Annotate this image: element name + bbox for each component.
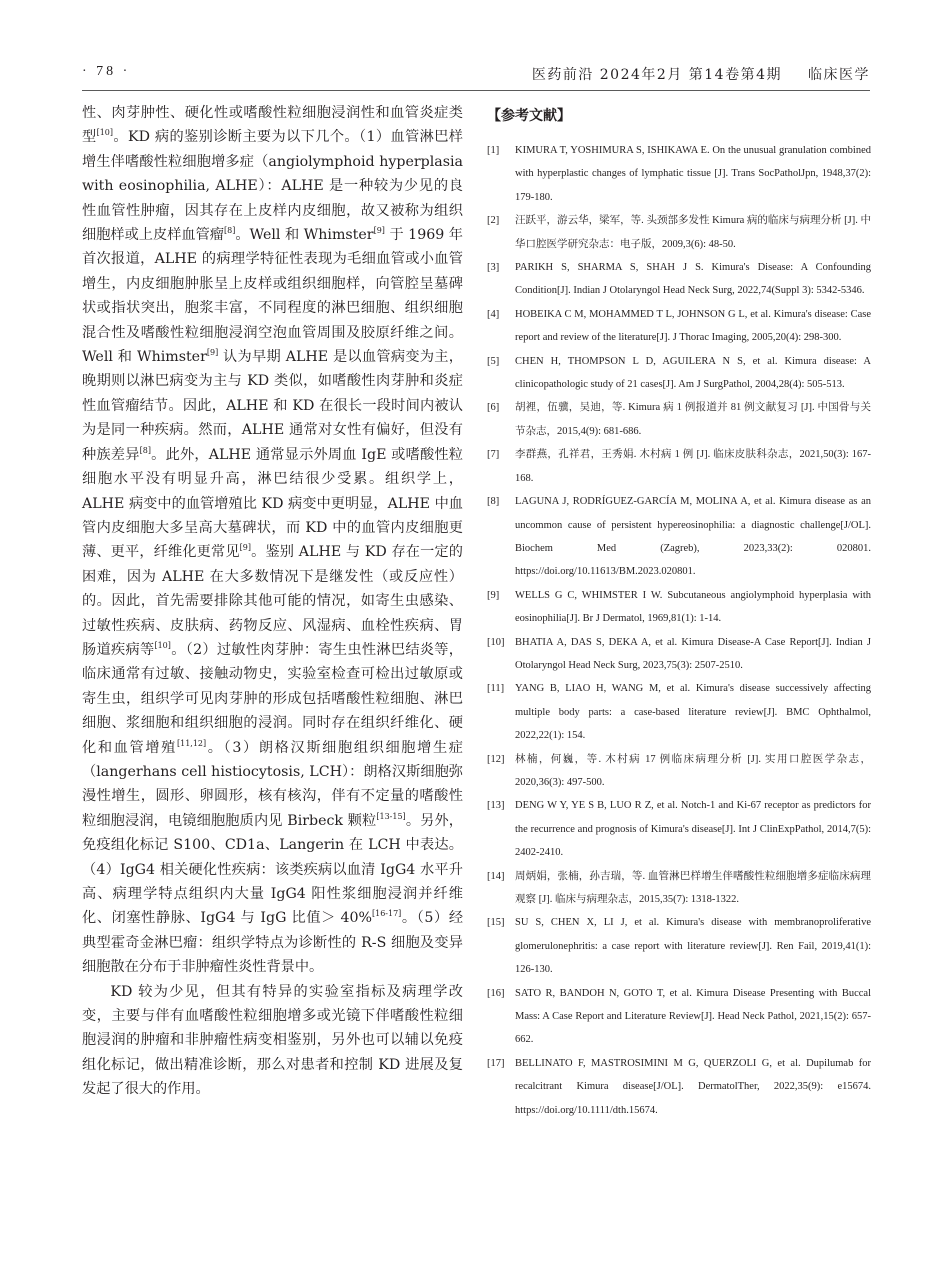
reference-item <box>487 1052 871 1122</box>
references-column <box>487 105 871 1122</box>
reference-text: PARIKH S, SHARMA S, SHAH J S. Kimura's Disease: A Confounding Condition[J]. Indian J Otolaryngol Head Neck Surg, 2022,74(Suppl 3): 5342-5346. <box>515 262 871 297</box>
references-heading: 【参考文献】 <box>487 108 571 124</box>
reference-item <box>487 443 871 490</box>
reference-item <box>487 982 871 1052</box>
reference-item <box>487 584 871 631</box>
reference-item <box>487 748 871 795</box>
text-run: 性、肉芽肿性、硬化性或嗜酸性粒细胞浸润性和血管炎症类型 <box>82 105 463 146</box>
reference-item <box>487 865 871 912</box>
reference-text: YANG B, LIAO H, WANG M, et al. Kimura's disease successively affecting multiple body parts: a case-based literature review[J]. BMC Ophthalmol, 2022,22(1): 154. <box>515 683 871 742</box>
reference-number: [16] <box>487 987 505 999</box>
reference-text: DENG W Y, YE S B, LUO R Z, et al. Notch-1 and Ki-67 receptor as predictors for the recurrence and prognosis of Kimura's disease[J]. Int J ClinExpPathol, 2014,7(5): 2402-2410. <box>515 800 871 859</box>
reference-text: 周炳娟，张楠，孙吉瑞，等. 血管淋巴样增生伴嗜酸性粒细胞增多症临床病理观察 [J]. 临床与病理杂志，2015,35(7): 1318-1322. <box>515 870 871 905</box>
reference-text: LAGUNA J, RODRÍGUEZ-GARCÍA M, MOLINA A, et al. Kimura disease as an uncommon cause of persistent hypereosinophilia: a diagnostic challenge[J/OL]. Biochem Med (Zagreb), 2023,33(2): 020801. https://doi.org/10.11613/BM.2023.020801. <box>515 496 871 578</box>
reference-item <box>487 396 871 443</box>
reference-number: [3] <box>487 262 500 274</box>
reference-item <box>487 911 871 981</box>
citation-mark: [9] <box>373 226 385 236</box>
page-number: · 78 · <box>82 64 131 79</box>
reference-number: [6] <box>487 402 500 414</box>
reference-text: SU S, CHEN X, LI J, et al. Kimura's disease with membranoproliferative glomerulonephritis: a case report with literature review[J]. Ren Fail, 2019,41(1): 126-130. <box>515 917 871 976</box>
reference-number: [12] <box>487 753 505 765</box>
reference-text: KIMURA T, YOSHIMURA S, ISHIKAWA E. On the unusual granulation combined with hyperplastic changes of lymphatic tissue [J]. Trans SocPatholJpn, 1948,37(2): 179-180. <box>515 145 871 203</box>
reference-text: 胡裡，伍骥，吴迪，等. Kimura 病 1 例报道并 81 例文献复习 [J]. 中国骨与关节杂志，2015,4(9): 681-686. <box>515 402 871 437</box>
citation-mark: [8] <box>224 226 236 236</box>
citation-mark: [13-15] <box>376 811 406 821</box>
reference-number: [11] <box>487 683 505 695</box>
reference-text: 李群燕，孔祥君，王秀娟. 木村病 1 例 [J]. 临床皮肤科杂志，2021,50(3): 167-168. <box>515 449 871 484</box>
reference-item <box>487 139 871 209</box>
reference-number: [8] <box>487 496 500 508</box>
reference-text: BHATIA A, DAS S, DEKA A, et al. Kimura Disease-A Case Report[J]. Indian J Otolaryngol Head Neck Surg, 2023,75(3): 2507-2510. <box>515 636 871 671</box>
citation-mark: [10] <box>154 640 171 650</box>
citation-mark: [8] <box>139 445 151 455</box>
reference-text: BELLINATO F, MASTROSIMINI M G, QUERZOLI G, et al. Dupilumab for recalcitrant Kimura disease[J/OL]. DermatolTher, 2022,35(9): e15674. https://doi.org/10.1111/dth.15674. <box>515 1057 871 1116</box>
reference-number: [13] <box>487 800 505 812</box>
reference-item <box>487 794 871 864</box>
reference-number: [5] <box>487 355 500 367</box>
reference-number: [2] <box>487 215 500 227</box>
reference-list <box>487 139 871 1122</box>
section-name: 临床医学 <box>808 67 870 83</box>
text-run: 。（5）经典型霍奇金淋巴瘤：组织学特点为诊断性的 R-S 细胞及变异细胞散在分布于非肿瘤性炎性背景中。 <box>82 910 464 976</box>
reference-number: [17] <box>487 1057 505 1069</box>
text-run: 认为早期 ALHE 是以血管病变为主，晚期则以淋巴病变为主与 KD 类似，如嗜酸性肉芽肿和炎症性血管瘤结节。因此，ALHE 和 KD 在很长一段时间内被认为是同一种疾病。然而，ALHE 通常对女性有偏好，但没有种族差异 <box>82 349 463 463</box>
citation-mark: [16-17] <box>371 909 402 919</box>
text-run: 。此外，ALHE 通常显示外周血 IgE 或嗜酸性粒细胞水平没有明显升高，淋巴结很少受累。组织学上，ALHE 病变中的血管增殖比 KD 病变中更明显，ALHE 中血管内皮细胞大多呈高大墓碑状，而 KD 中的血管内皮细胞更薄、更平，纤维化更常见 <box>82 446 463 561</box>
reference-number: [4] <box>487 308 500 320</box>
reference-item <box>487 256 871 303</box>
reference-number: [9] <box>487 589 500 601</box>
header-rule <box>82 90 870 91</box>
reference-text: CHEN H, THOMPSON L D, AGUILERA N S, et al. Kimura disease: A clinicopathologic study of 21 cases[J]. Am J SurgPathol, 2004,28(4): 505-513. <box>515 355 871 391</box>
reference-text: WELLS G C, WHIMSTER I W. Subcutaneous angiolymphoid hyperplasia with eosinophilia[J]. Br J Dermatol, 1969,81(1): 1-14. <box>515 589 871 625</box>
running-head <box>532 64 870 84</box>
body-paragraph-1 <box>82 101 463 980</box>
citation-mark: [9] <box>239 543 251 553</box>
reference-item <box>487 350 871 397</box>
reference-number: [7] <box>487 449 500 461</box>
text-run: 于 1969 年首次报道，ALHE 的病理学特征性表现为毛细血管或小血管增生，内皮细胞肿胀呈上皮样或组织细胞样，向管腔呈墓碑状或指状突出，胞浆丰富，不同程度的淋巴细胞、组织细胞混合性及嗜酸性粒细胞浸润空泡血管周围及胶原纤维之间。Well 和 Whimster <box>82 227 463 366</box>
reference-item <box>487 303 871 350</box>
reference-number: [1] <box>487 145 500 156</box>
reference-number: [15] <box>487 917 505 929</box>
text-run: 。Well 和 Whimster <box>235 227 374 244</box>
reference-item <box>487 631 871 678</box>
text-run: 。（3）朗格汉斯细胞组织细胞增生症（langerhans cell histiocytosis, LCH）：朗格汉斯细胞弥漫性增生，圆形、卵圆形，核有核沟，伴有不定量的嗜酸性粒细胞浸润，电镜细胞胞质内见 Birbeck 颗粒 <box>82 739 463 829</box>
reference-item <box>487 677 871 747</box>
body-paragraph-2: KD 较为少见，但其有特异的实验室指标及病理学改变，主要与伴有血嗜酸性粒细胞增多或光镜下伴嗜酸性粒细胞浸润的肿瘤和非肿瘤性病变相鉴别，另外也可以辅以免疫组化标记，做出精准诊断，那么对患者和控制 KD 进展及复发起了很大的作用。 <box>82 983 463 1098</box>
citation-mark: [9] <box>206 348 219 358</box>
reference-text: SATO R, BANDOH N, GOTO T, et al. Kimura Disease Presenting with Buccal Mass: A Case Report and Literature Review[J]. Head Neck Pathol, 2021,15(2): 657-662. <box>515 987 871 1046</box>
text-run: 。KD 病的鉴别诊断主要为以下几个。（1）血管淋巴样增生伴嗜酸性粒细胞增多症（angiolymphoid hyperplasia with eosinophilia, ALHE）：ALHE 是一种较为少见的良性血管性肿瘤，因其存在上皮样内皮细胞，故又被称为组织细胞样或上皮样血管瘤 <box>82 129 463 244</box>
reference-number: [14] <box>487 870 505 882</box>
text-run: 。鉴别 ALHE 与 KD 存在一定的困难，因为 ALHE 在大多数情况下是继发性（或反应性）的。因此，首先需要排除其他可能的情况，如寄生虫感染、过敏性疾病、皮肤病、药物反应、风湿病、血栓性疾病、胃肠道疾病等 <box>82 544 463 658</box>
left-column <box>82 101 463 1102</box>
text-run: 。（2）过敏性肉芽肿：寄生虫性淋巴结炎等，临床通常有过敏、接触动物史，实验室检查可检出过敏原或寄生虫，组织学可见肉芽肿的形成包括嗜酸性粒细胞、淋巴细胞、浆细胞和组织细胞的浸润。同时存在组织纤维化、硬化和血管增殖 <box>82 641 463 756</box>
text-run: 。另外，免疫组化标记 S100、CD1a、Langerin 在 LCH 中表达。（4）IgG4 相关硬化性疾病：该类疾病以血清 IgG4 水平升高、病理学特点组织内大量 IgG4 阳性浆细胞浸润并纤维化、闭塞性静脉、IgG4 与 IgG 比值＞ 40% <box>82 812 463 927</box>
citation-mark: [11,12] <box>176 738 207 748</box>
reference-number: [10] <box>487 636 505 648</box>
reference-text: HOBEIKA C M, MOHAMMED T L, JOHNSON G L, et al. Kimura's disease: Case report and review of the literature[J]. J Thorac Imaging, 2005,20(4): 298-300. <box>515 308 871 344</box>
reference-item <box>487 209 871 256</box>
reference-text: 林楠，何巍，等. 木村病 17 例临床病理分析 [J]. 实用口腔医学杂志，2020,36(3): 497-500. <box>515 753 871 788</box>
journal-issue: 医药前沿 2024年2月 第14卷第4期 <box>531 67 782 83</box>
reference-text: 汪跃平，游云华，梁军，等. 头颈部多发性 Kimura 病的临床与病理分析 [J]. 中华口腔医学研究杂志：电子版，2009,3(6): 48-50. <box>515 215 871 250</box>
citation-mark: [10] <box>96 128 114 138</box>
reference-item <box>487 490 871 584</box>
